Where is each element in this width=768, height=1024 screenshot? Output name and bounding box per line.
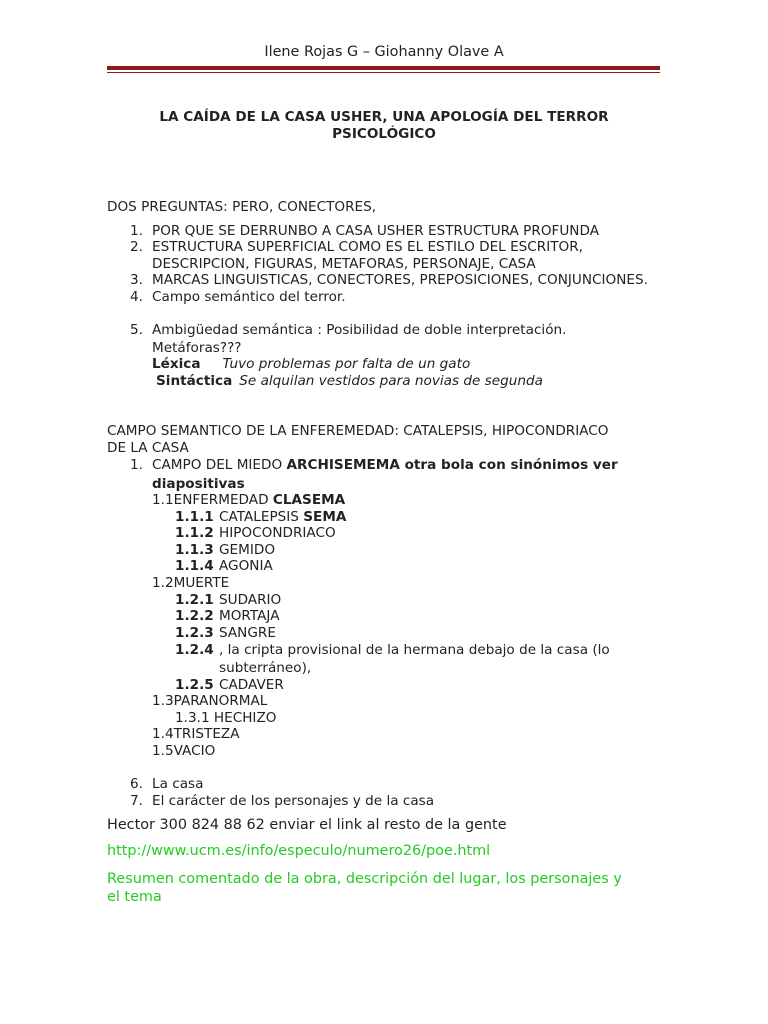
header-rule-thin bbox=[107, 72, 660, 73]
sub-item-continuation: subterráneo), bbox=[219, 660, 312, 676]
list-item-text: La casa bbox=[152, 776, 204, 792]
hector-note: Hector 300 824 88 62 enviar el link al resto de la gente bbox=[107, 817, 507, 833]
sub-item-text: GEMIDO bbox=[219, 542, 276, 558]
sub-item-number: 1.2 bbox=[152, 575, 174, 591]
lexica-example: Tuvo problemas por falta de un gato bbox=[222, 356, 471, 372]
sub-item-text: SANGRE bbox=[219, 625, 276, 641]
sub-item-text: ENFERMEDAD bbox=[173, 492, 269, 508]
sub-item-1-2 bbox=[152, 575, 229, 592]
sub-item-number: 1.2.1 bbox=[175, 592, 214, 608]
sub-item-text: HIPOCONDRIACO bbox=[219, 525, 336, 541]
sub-item-number: 1.2.5 bbox=[175, 677, 214, 693]
sub-item-bold: CLASEMA bbox=[272, 492, 346, 508]
list-item-number: 3. bbox=[130, 272, 143, 288]
sub-item-number: 1.2.4 bbox=[175, 642, 214, 658]
list-item-text: El carácter de los personajes y de la casa bbox=[152, 793, 435, 809]
sub-item-number: 1.2.3 bbox=[175, 625, 214, 641]
sub-item-bold: SEMA bbox=[303, 509, 347, 525]
sub-item-1-5 bbox=[152, 743, 215, 760]
sub-item-text: , la cripta provisional de la hermana debajo de la casa (lo bbox=[219, 642, 610, 658]
list-item-text: Ambigüedad semántica : Posibilidad de doble interpretación. bbox=[152, 322, 567, 338]
intro-line: DOS PREGUNTAS: PERO, CONECTORES, bbox=[107, 199, 377, 215]
sub-item-text: TRISTEZA bbox=[173, 726, 240, 742]
document-title-line-2: PSICOLÓGICO bbox=[332, 126, 436, 142]
sub-item-text: CATALEPSIS bbox=[219, 509, 299, 525]
sub-item-1-1-1 bbox=[219, 509, 346, 526]
list-item-text: ESTRUCTURA SUPERFICIAL COMO ES EL ESTILO DEL ESCRITOR, bbox=[152, 239, 583, 255]
sub-item-number: 1.1.2 bbox=[175, 525, 214, 541]
sub-item-text: CADAVER bbox=[219, 677, 284, 693]
sub-item-text: SUDARIO bbox=[219, 592, 282, 608]
list-item-number: 7. bbox=[130, 793, 143, 809]
list-item-number: 1. bbox=[130, 457, 143, 473]
sub-item-number: 1.1.4 bbox=[175, 558, 214, 574]
sub-item-text: AGONIA bbox=[219, 558, 273, 574]
lexica-row bbox=[152, 356, 470, 373]
campo-item-1-text: CAMPO DEL MIEDO bbox=[152, 457, 283, 473]
list-item-number: 2. bbox=[130, 239, 143, 255]
reference-link[interactable]: http://www.ucm.es/info/especulo/numero26/poe.html bbox=[107, 843, 491, 859]
campo-item-1 bbox=[152, 457, 618, 474]
header-rule-thick bbox=[107, 66, 660, 70]
summary-line-2: el tema bbox=[107, 889, 162, 905]
sub-item-text: PARANORMAL bbox=[173, 693, 268, 709]
list-item-text: POR QUE SE DERRUNBO A CASA USHER ESTRUCTURA PROFUNDA bbox=[152, 223, 599, 239]
list-item-number: 1. bbox=[130, 223, 143, 239]
list-item-text: Campo semántico del terror. bbox=[152, 289, 346, 305]
sub-item-number: 1.1.3 bbox=[175, 542, 214, 558]
sub-item-1-3-1: 1.3.1 HECHIZO bbox=[175, 710, 277, 726]
summary-line-1: Resumen comentado de la obra, descripción del lugar, los personajes y bbox=[107, 871, 622, 887]
list-item-number: 5. bbox=[130, 322, 143, 338]
sub-item-number: 1.3 bbox=[152, 693, 174, 709]
sub-item-number: 1.2.2 bbox=[175, 608, 214, 624]
list-item-text: MARCAS LINGUISTICAS, CONECTORES, PREPOSICIONES, CONJUNCIONES. bbox=[152, 272, 648, 288]
list-item-number: 4. bbox=[130, 289, 143, 305]
sub-item-1-3 bbox=[152, 693, 267, 710]
campo-item-1-bold: ARCHISEMEMA otra bola con sinónimos ver bbox=[286, 457, 618, 473]
campo-heading-line-2: DE LA CASA bbox=[107, 440, 189, 456]
sintactica-label: Sintáctica bbox=[156, 373, 233, 389]
list-item-continuation: DESCRIPCION, FIGURAS, METAFORAS, PERSONAJE, CASA bbox=[152, 256, 536, 272]
sub-item-number: 1.1 bbox=[152, 492, 174, 508]
sub-item-number: 1.5 bbox=[152, 743, 174, 759]
sintactica-example: Se alquilan vestidos para novias de segunda bbox=[239, 373, 543, 389]
sub-item-text: MUERTE bbox=[173, 575, 230, 591]
sub-item-1-1 bbox=[152, 492, 345, 509]
sintactica-row bbox=[156, 373, 543, 390]
list-item-number: 6. bbox=[130, 776, 143, 792]
list-item-continuation: Metáforas??? bbox=[152, 340, 242, 356]
campo-item-1-continuation: diapositivas bbox=[152, 476, 245, 492]
sub-item-text: VACIO bbox=[173, 743, 216, 759]
sub-item-number: 1.4 bbox=[152, 726, 174, 742]
document-title-line-1: LA CAÍDA DE LA CASA USHER, UNA APOLOGÍA DEL TERROR bbox=[159, 109, 609, 125]
sub-item-text: MORTAJA bbox=[219, 608, 280, 624]
sub-item-number: 1.1.1 bbox=[175, 509, 214, 525]
campo-heading-line-1: CAMPO SEMANTICO DE LA ENFEREMEDAD: CATALEPSIS, HIPOCONDRIACO bbox=[107, 423, 609, 439]
sub-item-1-4 bbox=[152, 726, 240, 743]
header-authors: Ilene Rojas G – Giohanny Olave A bbox=[264, 44, 504, 60]
lexica-label: Léxica bbox=[152, 356, 201, 372]
